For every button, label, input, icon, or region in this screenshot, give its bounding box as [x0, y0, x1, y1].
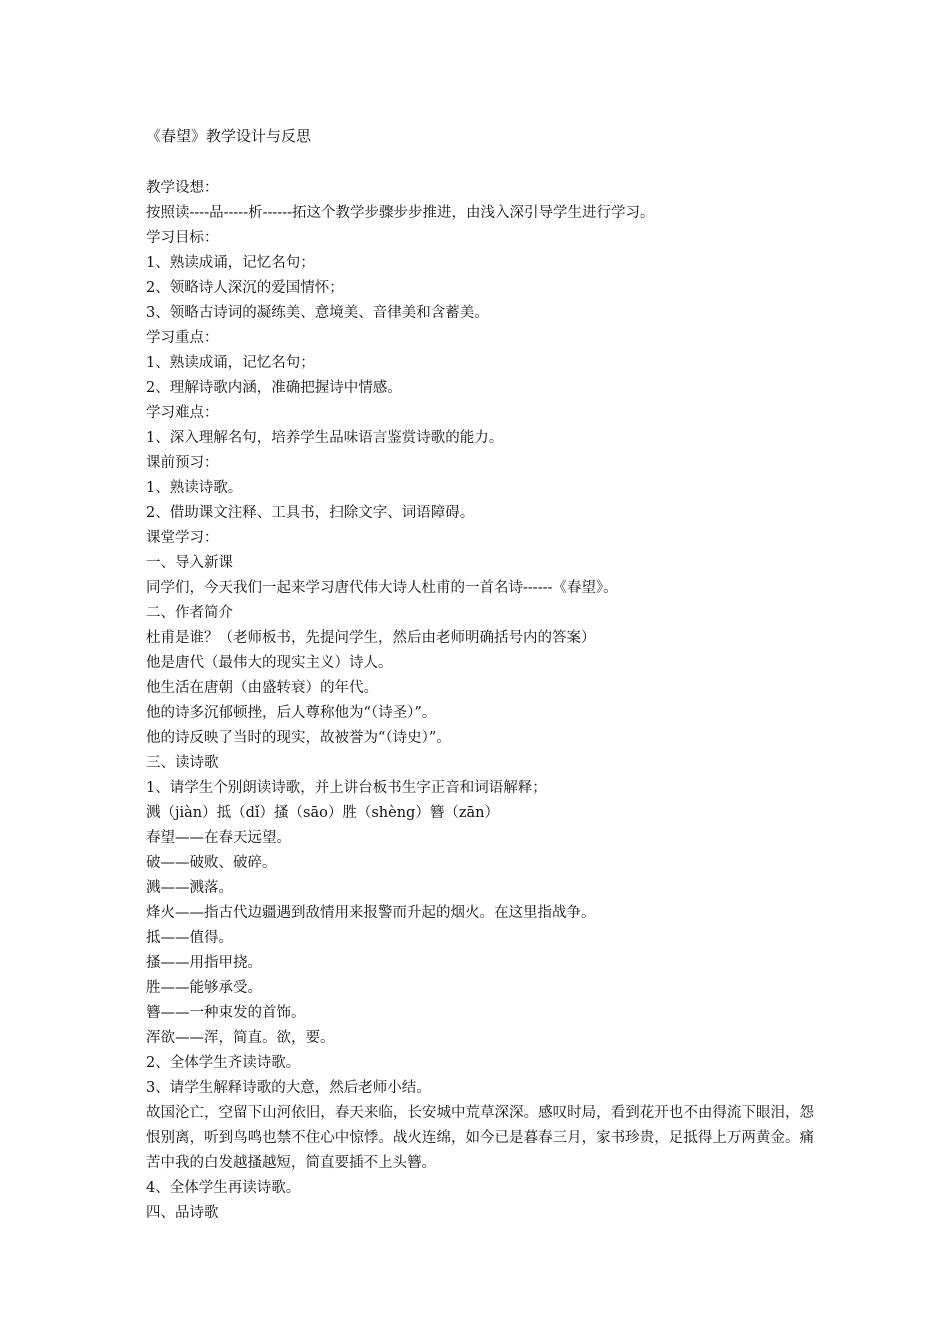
text-line: 浑欲——浑，简直。欲，要。	[146, 1030, 335, 1046]
text-line: 课堂学习：	[146, 530, 219, 546]
text-line: 烽火——指古代边疆遇到敌情用来报警而升起的烟火。在这里指战争。	[146, 905, 596, 921]
text-line: 1、熟读诗歌。	[146, 480, 243, 496]
text-line: 同学们，今天我们一起来学习唐代伟大诗人杜甫的一首名诗------《春望》。	[146, 580, 618, 596]
text-line: 他生活在唐朝（由盛转衰）的年代。	[146, 680, 378, 696]
text-line: 学习重点：	[146, 330, 219, 346]
document-title: 《春望》教学设计与反思	[146, 127, 312, 145]
text-line: 他是唐代（最伟大的现实主义）诗人。	[146, 655, 393, 671]
text-line: 他的诗多沉郁顿挫，后人尊称他为“（诗圣）”。	[146, 705, 437, 721]
text-line: 学习难点：	[146, 405, 219, 421]
text-line: 一、导入新课	[146, 555, 233, 571]
text-line: 3、请学生解释诗歌的大意，然后老师小结。	[146, 1080, 431, 1096]
text-line: 破——破败、破碎。	[146, 855, 277, 871]
summary-paragraph: 故国沦亡，空留下山河依旧，春天来临，长安城中荒草深深。感叹时局，看到花开也不由得流下眼泪，怨恨别离，听到鸟鸣也禁不住心中惊悸。战火连绵，如今已是暮春三月，家书珍贵，足抵得上万两黄金。痛苦中我的白发越搔越短，简直要插不上头簪。	[146, 1105, 814, 1171]
section-heading: 四、品诗歌	[146, 1205, 219, 1221]
text-line: 三、读诗歌	[146, 755, 219, 771]
text-line: 2、理解诗歌内涵，准确把握诗中情感。	[146, 380, 402, 396]
spacer	[146, 149, 814, 176]
text-line: 二、作者简介	[146, 605, 233, 621]
text-line: 2、领略诗人深沉的爱国情怀；	[146, 280, 344, 296]
text-line: 搔——用指甲挠。	[146, 955, 262, 971]
text-line: 1、熟读成诵，记忆名句；	[146, 355, 315, 371]
text-line: 按照读----品-----析------拓这个教学步骤步步推进，由浅入深引导学生进行学习。	[146, 205, 655, 221]
text-line: 课前预习：	[146, 455, 219, 471]
text-line: 1、深入理解名句，培养学生品味语言鉴赏诗歌的能力。	[146, 430, 504, 446]
text-line: 春望——在春天远望。	[146, 830, 291, 846]
text-line: 4、全体学生再读诗歌。	[146, 1180, 301, 1196]
text-line: 溅——溅落。	[146, 880, 233, 896]
text-line: 学习目标：	[146, 230, 219, 246]
text-line: 3、领略古诗词的凝练美、意境美、音律美和含蓄美。	[146, 305, 489, 321]
text-line: 抵——值得。	[146, 930, 233, 946]
text-line: 簪——一种束发的首饰。	[146, 1005, 306, 1021]
text-line: 他的诗反映了当时的现实，故被誉为“（诗史）”。	[146, 730, 451, 746]
text-line: 胜——能够承受。	[146, 980, 262, 996]
text-line: 杜甫是谁？（老师板书，先提问学生，然后由老师明确括号内的答案）	[146, 630, 596, 646]
text-line: 2、借助课文注释、工具书，扫除文字、词语障碍。	[146, 505, 475, 521]
document-page	[146, 124, 814, 1226]
text-line: 1、请学生个别朗读诗歌，并上讲台板书生字正音和词语解释；	[146, 780, 547, 796]
text-line: 1、熟读成诵，记忆名句；	[146, 255, 315, 271]
text-line: 溅（jiàn）抵（dǐ）搔（sāo）胜（shèng）簪（zān）	[146, 805, 499, 821]
text-line: 教学设想：	[146, 180, 219, 196]
text-line: 2、全体学生齐读诗歌。	[146, 1055, 301, 1071]
